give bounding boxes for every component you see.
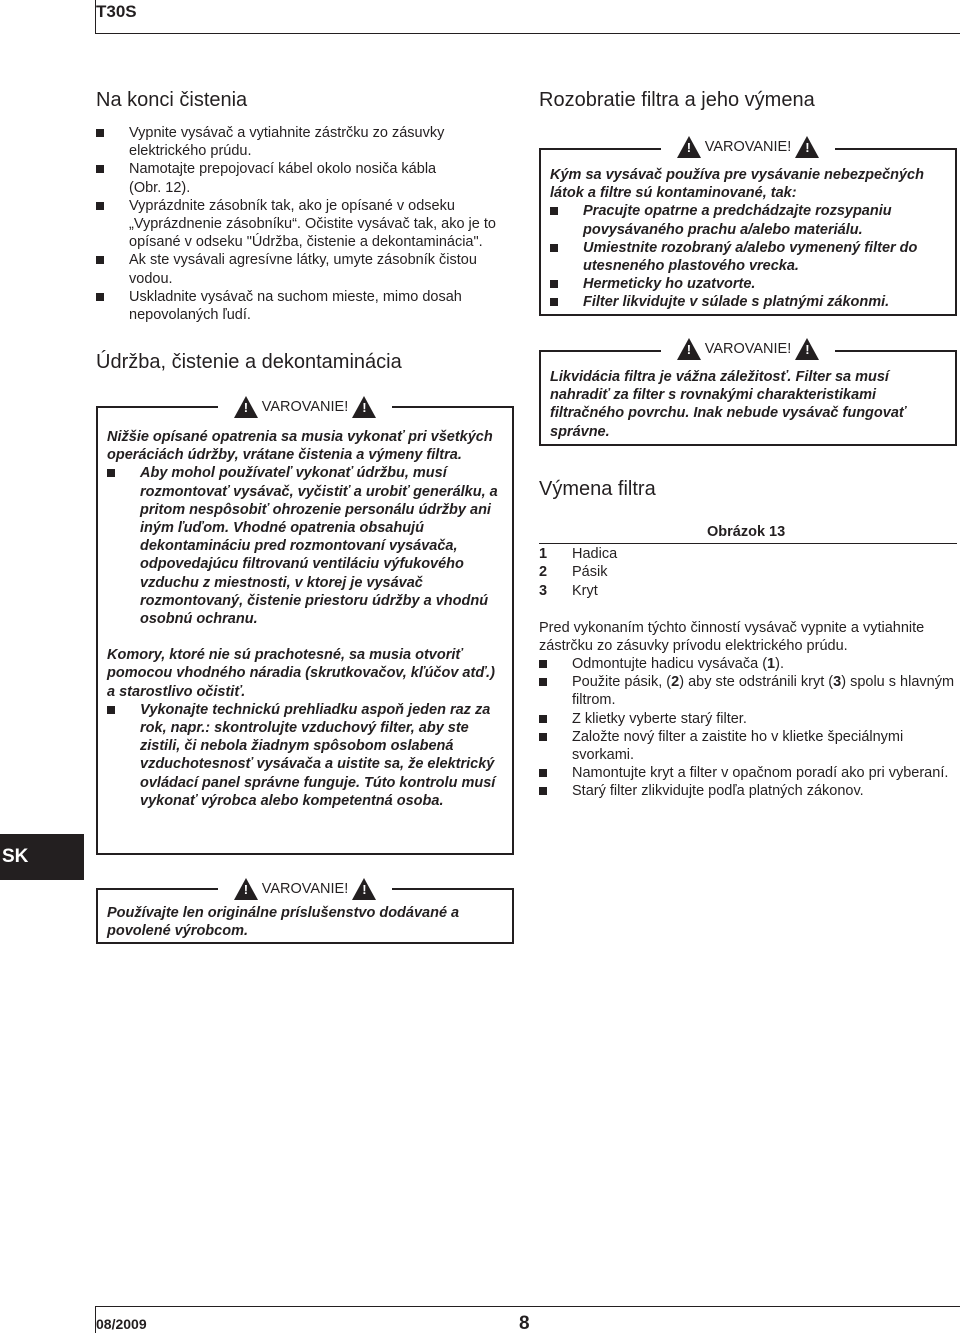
bullet-square-icon bbox=[539, 787, 547, 795]
bullet-square-icon bbox=[550, 244, 558, 252]
warning-label: VAROVANIE! bbox=[704, 139, 792, 155]
bullet-square-icon bbox=[539, 733, 547, 741]
warning-triangle-icon: ! bbox=[234, 396, 258, 418]
list-item: Použite pásik, (2) aby ste odstránili kryt (3) spolu s hlavným filtrom. bbox=[539, 673, 957, 709]
warning-label: VAROVANIE! bbox=[261, 399, 349, 415]
bullet-square-icon bbox=[550, 298, 558, 306]
bullet-square-icon bbox=[96, 256, 104, 264]
replacement-intro: Pred vykonaním týchto činností vysávač vypnite a vytiahnite zástrčku zo zásuvky prívodu elektrického prúdu. bbox=[539, 620, 925, 655]
list-item: Hermeticky ho uzatvorte. bbox=[550, 275, 946, 293]
warning-label: VAROVANIE! bbox=[261, 881, 349, 897]
warning-box-maintenance bbox=[96, 399, 514, 855]
legend-row: 3 Kryt bbox=[539, 582, 598, 599]
figure-legend bbox=[539, 545, 617, 600]
warning-triangle-icon: ! bbox=[234, 878, 258, 900]
bullet-square-icon bbox=[539, 769, 547, 777]
bullet-square-icon bbox=[550, 207, 558, 215]
end-of-cleaning-list bbox=[96, 124, 516, 324]
warning-triangle-icon: ! bbox=[795, 136, 819, 158]
warning-heading bbox=[218, 878, 392, 900]
replacement-steps bbox=[539, 655, 957, 801]
list-item: Umiestnite rozobraný a/alebo vymenený filter do utesneného plastového vrecka. bbox=[550, 239, 946, 275]
bullet-square-icon bbox=[96, 165, 104, 173]
warning-triangle-icon: ! bbox=[352, 878, 376, 900]
warning-intro: Nižšie opísané opatrenia sa musia vykonať pri všetkých operáciách údržby, vrátane čistenia a výmeny filtra. bbox=[107, 429, 493, 464]
warning-paragraph: Komory, ktoré nie sú prachotesné, sa musia otvoriť pomocou vhodného náradia (skrutkovačov, kľúčov atď.) a starostlivo očistiť. bbox=[107, 647, 495, 700]
bullet-square-icon bbox=[96, 129, 104, 137]
warning-label: VAROVANIE! bbox=[704, 341, 792, 357]
warning-box-disposal bbox=[539, 341, 957, 446]
figure-rule bbox=[539, 543, 957, 544]
bullet-square-icon bbox=[539, 678, 547, 686]
bullet-square-icon bbox=[96, 202, 104, 210]
list-item: Vyprázdnite zásobník tak, ako je opísané v odseku „Vyprázdnenie zásobníku“. Očistite vysávač tak, ako je to opísané v odseku "Údržba, čistenie a dekontaminácia". bbox=[96, 197, 516, 252]
page-number: 8 bbox=[519, 1313, 530, 1334]
list-item: Filter likvidujte v súlade s platnými zákonmi. bbox=[550, 293, 946, 311]
warning-box-accessories bbox=[96, 881, 514, 944]
warning-triangle-icon: ! bbox=[677, 136, 701, 158]
document-header-title: T30S bbox=[96, 2, 137, 21]
language-tab: SK bbox=[0, 834, 84, 880]
list-item: Uskladnite vysávač na suchom mieste, mimo dosah nepovolaných ľudí. bbox=[96, 288, 516, 324]
warning-text: Používajte len originálne príslušenstvo dodávané a povolené výrobcom. bbox=[107, 905, 460, 940]
list-item: Založte nový filter a zaistite ho v klietke špeciálnymi svorkami. bbox=[539, 728, 957, 764]
warning-body bbox=[550, 166, 946, 312]
section-title-filter-removal: Rozobratie filtra a jeho výmena bbox=[539, 89, 815, 111]
section-title-end-of-cleaning: Na konci čistenia bbox=[96, 89, 248, 111]
list-item: Namontujte kryt a filter v opačnom poradí ako pri vyberaní. bbox=[539, 764, 957, 782]
warning-triangle-icon: ! bbox=[352, 396, 376, 418]
warning-heading bbox=[661, 338, 835, 360]
legend-row: 1 Hadica bbox=[539, 546, 618, 562]
warning-heading bbox=[661, 136, 835, 158]
list-item: Z klietky vyberte starý filter. bbox=[539, 710, 957, 728]
list-item: Odmontujte hadicu vysávača (1). bbox=[539, 655, 957, 673]
warning-triangle-icon: ! bbox=[677, 338, 701, 360]
footer-rule bbox=[96, 1306, 960, 1307]
list-item: Vypnite vysávač a vytiahnite zástrčku zo zásuvky elektrického prúdu. bbox=[96, 124, 516, 160]
figure-caption: Obrázok 13 bbox=[707, 524, 786, 540]
warning-body bbox=[107, 428, 503, 810]
list-item: Ak ste vysávali agresívne látky, umyte zásobník čistou vodou. bbox=[96, 251, 516, 287]
warning-intro: Kým sa vysávač používa pre vysávanie nebezpečných látok a filtre sú kontaminované, tak: bbox=[550, 167, 924, 202]
warning-list bbox=[107, 464, 503, 628]
list-item: Namotajte prepojovací kábel okolo nosiča kábla (Obr. 12). bbox=[96, 160, 516, 196]
warning-box-hazardous bbox=[539, 139, 957, 316]
list-item: Pracujte opatrne a predchádzajte rozsypaniu povysávaného prachu a/alebo materiálu. bbox=[550, 202, 946, 238]
warning-triangle-icon: ! bbox=[795, 338, 819, 360]
bullet-square-icon bbox=[539, 660, 547, 668]
header-rule bbox=[96, 33, 960, 34]
section-title-maintenance: Údržba, čistenie a dekontaminácia bbox=[96, 351, 402, 373]
bullet-square-icon bbox=[96, 293, 104, 301]
warning-text: Likvidácia filtra je vážna záležitosť. Filter sa musí nahradiť za filter s rovnakými charakteristikami filtračného povrchu. Inak nebude vysávač fungovať správne. bbox=[550, 369, 906, 440]
footer-date: 08/2009 bbox=[96, 1316, 147, 1332]
list-item: Vykonajte technickú prehliadku aspoň jeden raz za rok, napr.: skontrolujte vzduchový filter, aby ste zistili, či nebola žiadnym spôsobom oslabená vzduchotesnosť vysávača a uistite sa, že elektrický ovládací panel správne funguje. Túto kontrolu musí vykonať výrobca alebo kompetentná osoba. bbox=[107, 701, 503, 810]
header-vertical-rule bbox=[95, 0, 96, 34]
bullet-square-icon bbox=[107, 469, 115, 477]
warning-list bbox=[550, 202, 946, 311]
bullet-square-icon bbox=[550, 280, 558, 288]
warning-list bbox=[107, 701, 503, 810]
section-title-filter-replacement: Výmena filtra bbox=[539, 478, 656, 500]
list-item: Starý filter zlikvidujte podľa platných zákonov. bbox=[539, 782, 957, 800]
bullet-square-icon bbox=[107, 706, 115, 714]
legend-row: 2 Pásik bbox=[539, 564, 608, 581]
list-item: Aby mohol používateľ vykonať údržbu, musí rozmontovať vysávač, vyčistiť a urobiť generálku, a pritom nespôsobiť ohrozenie personálu údržby ani iným ľuďom. Vhodné opatrenia obsahujú dekontamináciu pred rozmontovaní vysávača, odpovedajúcu filtrovanú ventiláciu výfukového vzduchu z miestnosti, v ktorej je vysávač rozmontovaný, čistenie priestoru údržby a vhodnú osobnú ochranu. bbox=[107, 464, 503, 628]
warning-heading bbox=[218, 396, 392, 418]
bullet-square-icon bbox=[539, 715, 547, 723]
